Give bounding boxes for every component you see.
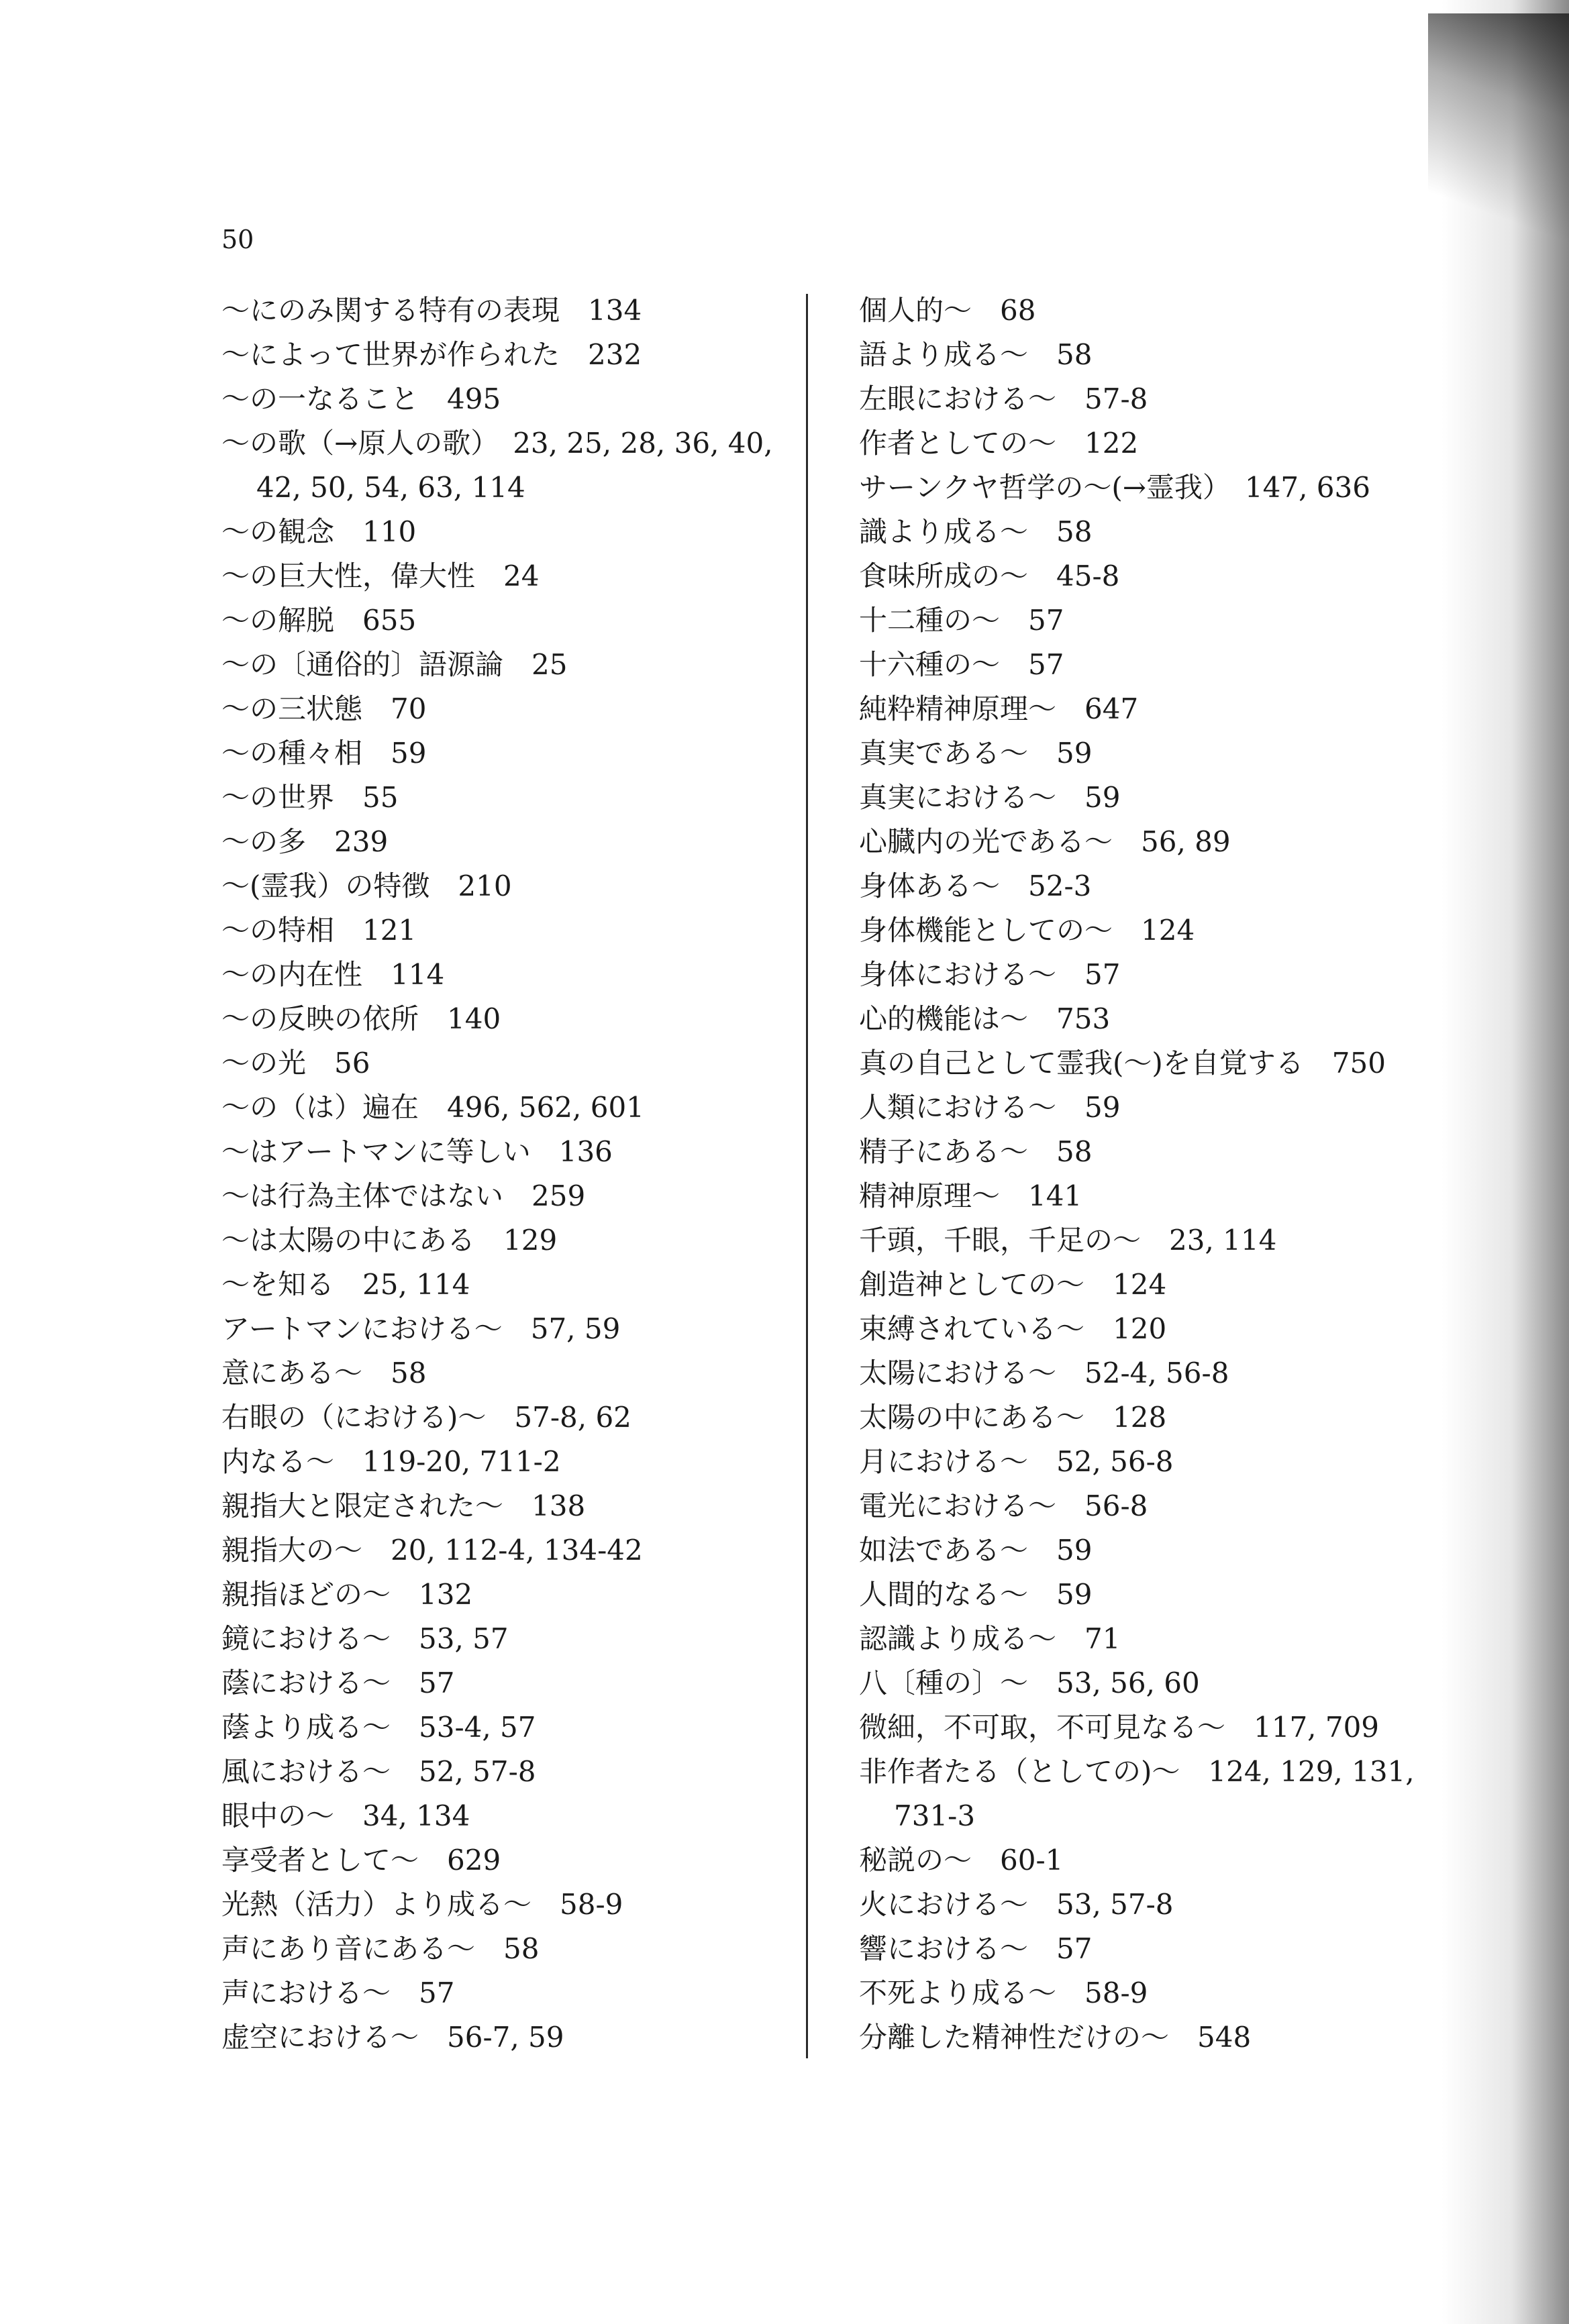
index-entry: 心臓内の光である〜 56, 89: [859, 825, 1231, 858]
index-entry: 〜の一なること 495: [221, 382, 501, 415]
index-entry: 微細，不可取，不可見なる〜 117, 709: [859, 1711, 1380, 1744]
index-entry: 〜の三状態 70: [221, 692, 427, 725]
index-entry: 〜は太陽の中にある 129: [221, 1224, 558, 1257]
index-entry: 電光における〜 56-8: [859, 1489, 1148, 1522]
index-entry: 十六種の〜 57: [859, 648, 1064, 681]
index-entry: 純粋精神原理〜 647: [859, 692, 1139, 725]
index-entry: 個人的〜 68: [859, 294, 1036, 327]
index-entry: 千頭，千眼，千足の〜 23, 114: [859, 1224, 1277, 1257]
index-entry: 〜の多 239: [221, 825, 389, 858]
index-entry: 秘説の〜 60-1: [859, 1844, 1064, 1877]
index-entry: 享受者として〜 629: [221, 1844, 501, 1877]
index-entry: 月における〜 52, 56-8: [859, 1445, 1174, 1478]
index-entry: 作者としての〜 122: [859, 427, 1139, 460]
index-entry: 声における〜 57: [221, 1976, 455, 2009]
index-entry: 〜の反映の依所 140: [221, 1002, 501, 1035]
index-entry: 内なる〜 119-20, 711-2: [221, 1445, 561, 1478]
index-entry: 〜の（は）遍在 496, 562, 601: [221, 1091, 644, 1124]
index-entry: 識より成る〜 58: [859, 515, 1093, 548]
index-entry: 響における〜 57: [859, 1932, 1093, 1965]
column-divider: [806, 294, 808, 2058]
index-entry: 〜の世界 55: [221, 781, 399, 814]
index-entry: 〜にのみ関する特有の表現 134: [221, 294, 642, 327]
index-entry: 虚空における〜 56-7, 59: [221, 2021, 564, 2054]
index-entry: 人間的なる〜 59: [859, 1578, 1093, 1611]
index-entry: 声にあり音にある〜 58: [221, 1932, 540, 1965]
index-entry: 心的機能は〜 753: [859, 1002, 1111, 1035]
index-entry: 束縛されている〜 120: [859, 1312, 1167, 1345]
index-entry: アートマンにおける〜 57, 59: [221, 1312, 621, 1345]
index-entry: 風における〜 52, 57-8: [221, 1755, 536, 1788]
index-entry: 認識より成る〜 71: [859, 1622, 1121, 1655]
index-entry: 〜によって世界が作られた 232: [221, 338, 642, 371]
index-entry: 八〔種の〕〜 53, 56, 60: [859, 1667, 1200, 1699]
index-entry: 親指大と限定された〜 138: [221, 1489, 586, 1522]
index-entry: 蔭における〜 57: [221, 1667, 455, 1699]
index-entry: 精神原理〜 141: [859, 1179, 1082, 1212]
index-entry: 〜の解脱 655: [221, 604, 417, 637]
index-entry: 真の自己として霊我(〜)を自覚する 750: [859, 1047, 1386, 1079]
index-entry: 太陽における〜 52-4, 56-8: [859, 1357, 1229, 1389]
index-entry: 親指ほどの〜 132: [221, 1578, 473, 1611]
index-entry: 〜はアートマンに等しい 136: [221, 1135, 613, 1168]
page-number: 50: [221, 225, 254, 254]
index-entry: 非作者たる（としての)〜 124, 129, 131,: [859, 1755, 1415, 1788]
index-entry: 火における〜 53, 57-8: [859, 1888, 1174, 1921]
index-entry: 〜の種々相 59: [221, 737, 427, 770]
index-entry: サーンクヤ哲学の〜(→霊我） 147, 636: [859, 471, 1370, 504]
scan-corner-shadow: [1428, 13, 1569, 268]
index-entry: 鏡における〜 53, 57: [221, 1622, 509, 1655]
index-entry: 真実における〜 59: [859, 781, 1121, 814]
index-entry: 眼中の〜 34, 134: [221, 1799, 470, 1832]
index-entry: 食味所成の〜 45-8: [859, 560, 1120, 592]
index-entry: 不死より成る〜 58-9: [859, 1976, 1148, 2009]
index-entry: 語より成る〜 58: [859, 338, 1093, 371]
index-entry: 光熱（活力）より成る〜 58-9: [221, 1888, 623, 1921]
index-entry: 〜の歌（→原人の歌） 23, 25, 28, 36, 40,: [221, 427, 773, 460]
index-entry: 〜の〔通俗的〕語源論 25: [221, 648, 568, 681]
index-entry: 〜の光 56: [221, 1047, 370, 1079]
index-entry: 意にある〜 58: [221, 1357, 427, 1389]
index-entry: 右眼の（における)〜 57-8, 62: [221, 1401, 631, 1434]
index-entry: 〜を知る 25, 114: [221, 1268, 470, 1301]
index-entry: 〜の内在性 114: [221, 958, 445, 991]
index-entry: 蔭より成る〜 53-4, 57: [221, 1711, 536, 1744]
index-entry: 太陽の中にある〜 128: [859, 1401, 1167, 1434]
index-entry: 分離した精神性だけの〜 548: [859, 2021, 1252, 2054]
index-entry: 如法である〜 59: [859, 1534, 1093, 1567]
index-entry: 42, 50, 54, 63, 114: [256, 471, 525, 504]
index-entry: 731-3: [894, 1799, 976, 1832]
index-entry: 〜(霊我）の特徴 210: [221, 869, 512, 902]
index-entry: 〜の観念 110: [221, 515, 417, 548]
index-entry: 精子にある〜 58: [859, 1135, 1093, 1168]
index-entry: 十二種の〜 57: [859, 604, 1064, 637]
index-entry: 〜の巨大性，偉大性 24: [221, 560, 540, 592]
index-entry: 身体ある〜 52-3: [859, 869, 1092, 902]
index-entry: 真実である〜 59: [859, 737, 1093, 770]
index-entry: 身体における〜 57: [859, 958, 1121, 991]
index-entry: 左眼における〜 57-8: [859, 382, 1148, 415]
index-column-right: [859, 288, 1463, 2060]
index-entry: 創造神としての〜 124: [859, 1268, 1167, 1301]
index-entry: 身体機能としての〜 124: [859, 914, 1195, 947]
index-entry: 〜は行為主体ではない 259: [221, 1179, 586, 1212]
index-entry: 人類における〜 59: [859, 1091, 1121, 1124]
index-entry: 親指大の〜 20, 112-4, 134-42: [221, 1534, 643, 1567]
index-column-left: [221, 288, 792, 2060]
index-entry: 〜の特相 121: [221, 914, 417, 947]
